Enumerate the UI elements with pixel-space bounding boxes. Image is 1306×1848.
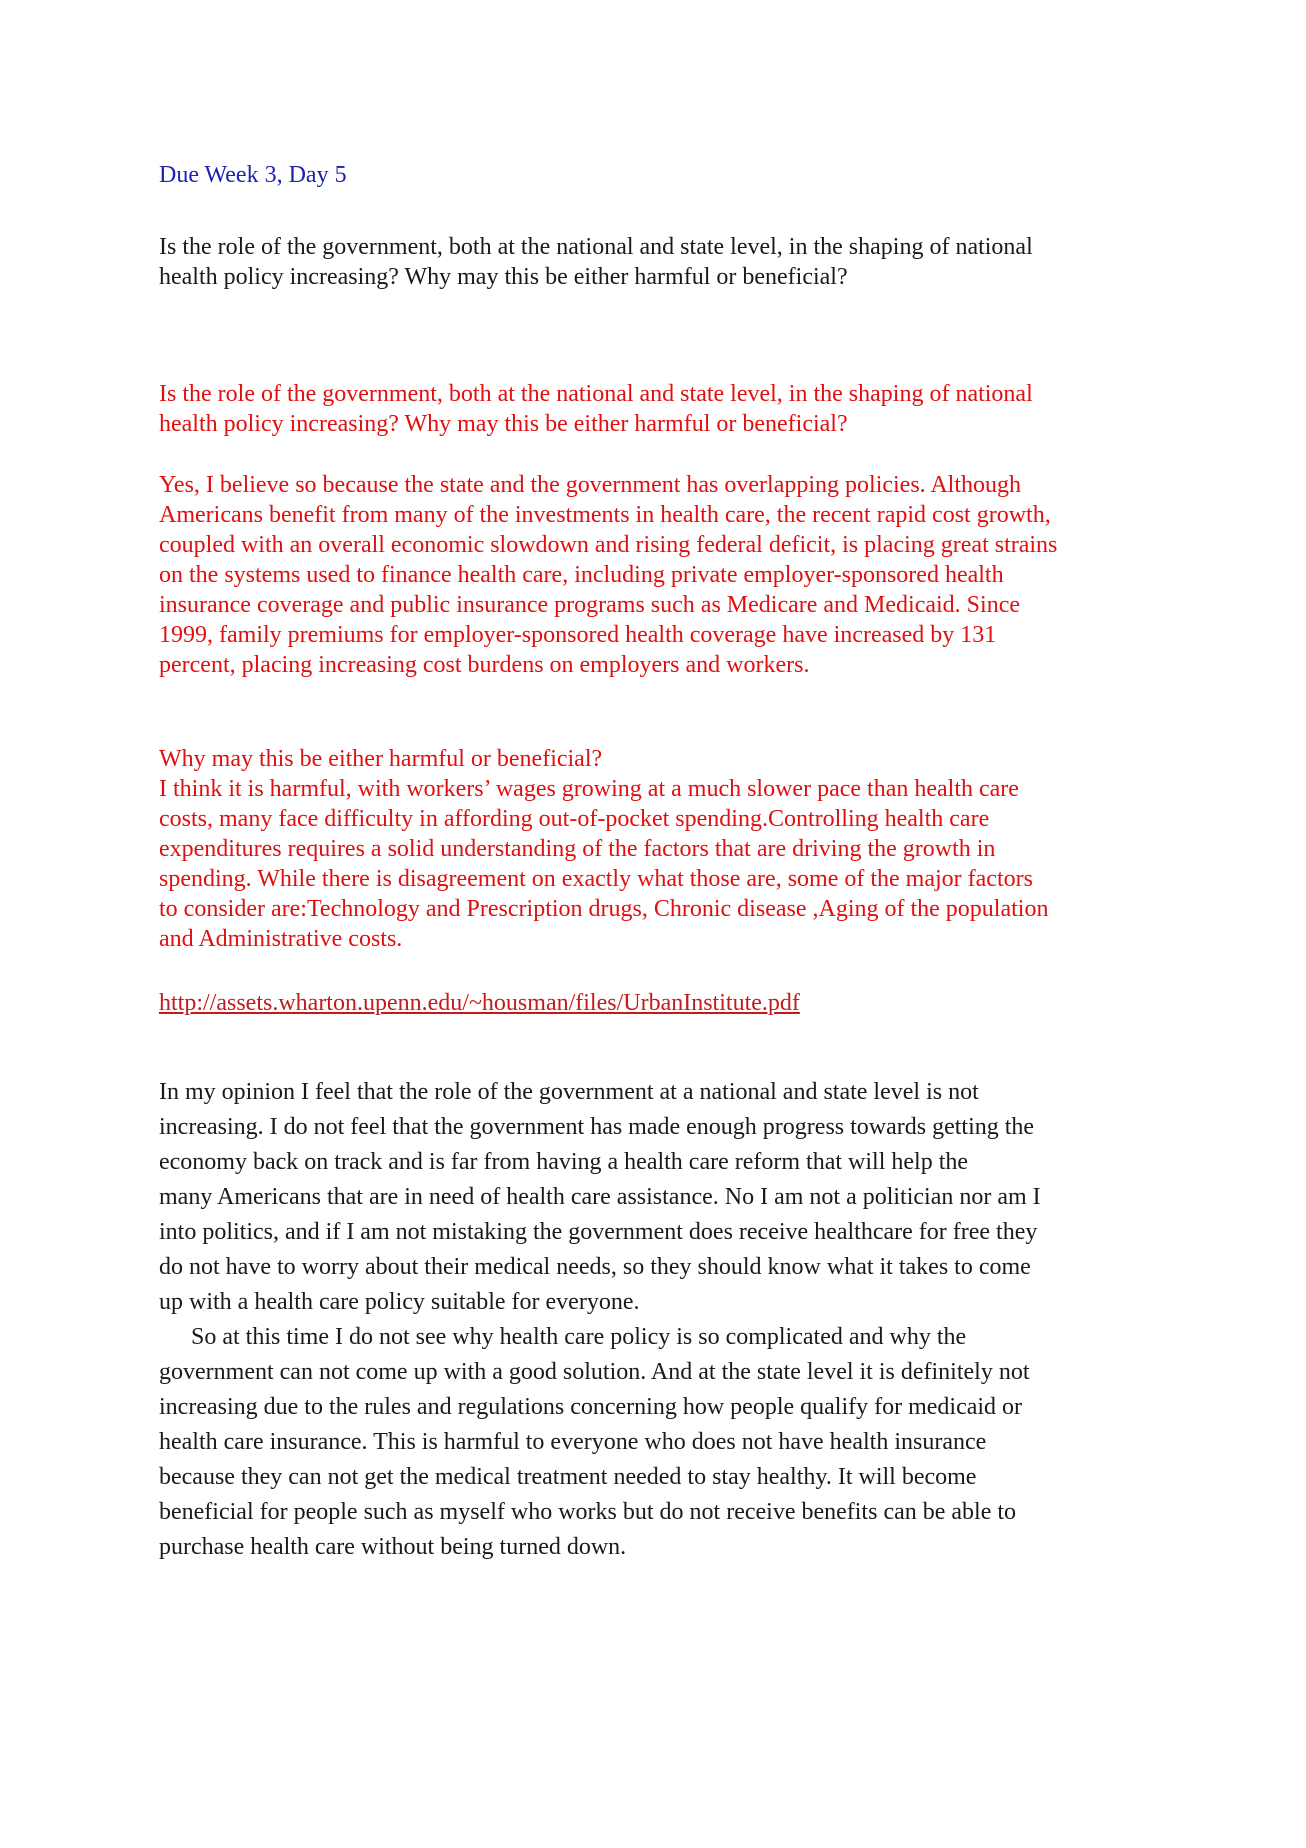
answer-line: expenditures requires a solid understanding of the factors that are driving the growth in xyxy=(159,836,996,862)
opinion-line: increasing due to the rules and regulations concerning how people qualify for medicaid or xyxy=(159,1394,1023,1420)
answer-line: coupled with an overall economic slowdown and rising federal deficit, is placing great strains xyxy=(159,532,1058,558)
answer-line: 1999, family premiums for employer-sponsored health coverage have increased by 131 xyxy=(159,622,997,648)
opinion-paragraph-2 xyxy=(159,1320,1169,1565)
opinion-line: increasing. I do not feel that the government has made enough progress towards getting the xyxy=(159,1114,1035,1140)
due-date-text: Due Week 3, Day 5 xyxy=(159,162,347,188)
answer-line: spending. While there is disagreement on exactly what those are, some of the major factors xyxy=(159,866,1033,892)
response-question xyxy=(159,379,1169,439)
prompt-line: Is the role of the government, both at the national and state level, in the shaping of national xyxy=(159,234,1033,260)
response-question-line: Is the role of the government, both at the national and state level, in the shaping of national xyxy=(159,381,1033,407)
due-date-heading xyxy=(159,160,1169,190)
opinion-line: government can not come up with a good solution. And at the state level it is definitely not xyxy=(159,1359,1030,1385)
response-answer-paragraph-1 xyxy=(159,470,1169,680)
answer-line: insurance coverage and public insurance programs such as Medicare and Medicaid. Since xyxy=(159,592,1020,618)
prompt-question xyxy=(159,232,1169,292)
answer-line: percent, placing increasing cost burdens on employers and workers. xyxy=(159,652,810,678)
answer-line: on the systems used to finance health care, including private employer-sponsored health xyxy=(159,562,1004,588)
opinion-line: beneficial for people such as myself who works but do not receive benefits can be able to xyxy=(159,1499,1017,1525)
source-link[interactable]: http://assets.wharton.upenn.edu/~housman/files/UrbanInstitute.pdf xyxy=(159,990,800,1016)
response-question-line: health policy increasing? Why may this be either harmful or beneficial? xyxy=(159,411,848,437)
opinion-line: many Americans that are in need of health care assistance. No I am not a politician nor am I xyxy=(159,1184,1041,1210)
source-reference xyxy=(159,988,1169,1018)
answer-subquestion: Why may this be either harmful or beneficial? xyxy=(159,746,603,772)
opinion-line: do not have to worry about their medical needs, so they should know what it takes to come xyxy=(159,1254,1031,1280)
opinion-line: because they can not get the medical treatment needed to stay healthy. It will become xyxy=(159,1464,977,1490)
answer-line: Yes, I believe so because the state and the government has overlapping policies. Although xyxy=(159,472,1022,498)
answer-line: and Administrative costs. xyxy=(159,926,403,952)
opinion-line: purchase health care without being turned down. xyxy=(159,1534,627,1560)
opinion-line: into politics, and if I am not mistaking the government does receive healthcare for free they xyxy=(159,1219,1038,1245)
opinion-line: economy back on track and is far from having a health care reform that will help the xyxy=(159,1149,969,1175)
opinion-line: So at this time I do not see why health care policy is so complicated and why the xyxy=(191,1324,967,1350)
response-answer-paragraph-2 xyxy=(159,744,1169,954)
answer-line: I think it is harmful, with workers’ wages growing at a much slower pace than health care xyxy=(159,776,1019,802)
prompt-line: health policy increasing? Why may this be either harmful or beneficial? xyxy=(159,264,848,290)
answer-line: costs, many face difficulty in affording out-of-pocket spending.Controlling health care xyxy=(159,806,990,832)
answer-line: to consider are:Technology and Prescription drugs, Chronic disease ,Aging of the population xyxy=(159,896,1049,922)
opinion-paragraph-1 xyxy=(159,1075,1169,1320)
opinion-line: up with a health care policy suitable for everyone. xyxy=(159,1289,640,1315)
answer-line: Americans benefit from many of the investments in health care, the recent rapid cost growth, xyxy=(159,502,1051,528)
opinion-line: health care insurance. This is harmful to everyone who does not have health insurance xyxy=(159,1429,987,1455)
opinion-line: In my opinion I feel that the role of the government at a national and state level is not xyxy=(159,1079,979,1105)
